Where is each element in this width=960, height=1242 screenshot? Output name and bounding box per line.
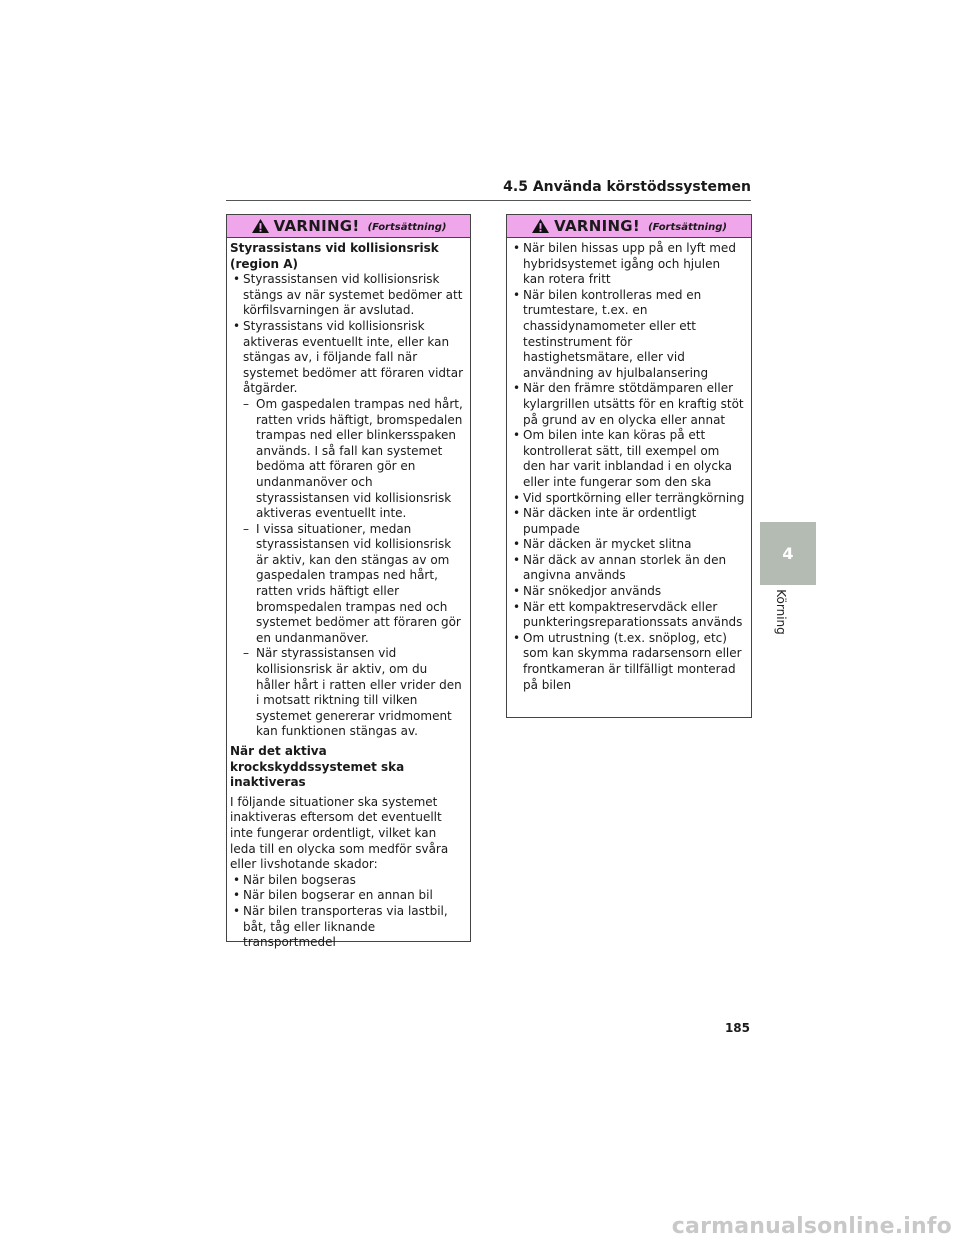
list-item: • När däcken är mycket slitna [510,537,745,553]
section-header: 4.5 Använda körstödssystemen [226,178,751,201]
chapter-label: Körning [774,589,788,635]
list-item: • Vid sportkörning eller terrängkörning [510,491,745,507]
chapter-tab[interactable] [760,522,816,585]
warning-title: VARNING! [554,217,641,235]
warning-box-left [226,214,471,950]
list-item: • Om bilen inte kan köras på ett kontrollerat sätt, till exempel om den har varit inblandad i en olycka eller inte fungerar som den ska [510,428,745,490]
section-heading: När det aktiva krockskyddssystemet ska inaktiveras [230,744,405,790]
list-item: • När bilen bogserar en annan bil [230,888,464,904]
list-item: • Styrassistansen vid kollisionsrisk stängs av när systemet bedömer att körfilsvarningen är avslutad. [230,272,464,319]
list-item: • När däcken inte är ordentligt pumpade [510,506,745,537]
warning-subtitle: (Fortsättning) [367,222,447,233]
list-item: • När bilen kontrolleras med en trumtestare, t.ex. en chassidynamometer eller ett testinstrument för hastighetsmätare, eller vid användning av hjulbalansering [510,288,745,382]
list-item: • När bilen hissas upp på en lyft med hybridsystemet igång och hjulen kan rotera fritt [510,241,745,288]
warning-box-right [506,214,752,718]
list-item: • När ett kompaktreservdäck eller punkteringsreparationssats används [510,600,745,631]
warning-content-left [227,238,470,951]
sub-list-item: – I vissa situationer, medan styrassistansen vid kollisionsrisk är aktiv, kan den stängas av om gaspedalen trampas ned hårt, ratten vrids häftigt eller bromspedalen trampas ned och systemet bedömer att föraren gör en undanmanöver. [230,522,464,647]
list-item: • När bilen bogseras [230,873,464,889]
list-item: • Styrassistans vid kollisionsrisk aktiveras eventuellt inte, eller kan stängas av, i följande fall när systemet bedömer att föraren vidtar åtgärder. [230,319,464,397]
list-item: • När den främre stötdämparen eller kylargrillen utsätts för en kraftig stöt på grund av en olycka eller annat [510,381,745,428]
list-item: • Om utrustning (t.ex. snöplog, etc) som kan skymma radarsensorn eller frontkameran är tillfälligt monterad på bilen [510,631,745,693]
chapter-number: 4 [782,544,794,563]
warning-triangle-icon [251,218,270,234]
warning-title: VARNING! [273,217,360,235]
warning-triangle-icon [531,218,550,234]
warning-content-right [507,238,751,693]
sub-list-item: – När styrassistansen vid kollisionsrisk är aktiv, om du håller hårt i ratten eller vrider den i motsatt riktning till vilken systemet genererar vridmoment kan funktionen stängas av. [230,646,464,740]
page-number: 185 [724,1021,750,1035]
sub-list-item: – Om gaspedalen trampas ned hårt, ratten vrids häftigt, bromspedalen trampas ned eller blinkersspaken används. I så fall kan systemet bedöma att föraren gör en undanmanöver och styrassistansen vid kollisionsrisk aktiveras eventuellt inte. [230,397,464,522]
warning-header [227,215,470,238]
watermark: carmanualsonline.info [671,1214,952,1239]
list-item: • När däck av annan storlek än den angivna används [510,553,745,584]
warning-header [507,215,751,238]
warning-subtitle: (Fortsättning) [648,222,727,233]
paragraph: I följande situationer ska systemet inaktiveras eftersom det eventuellt inte fungerar ordentligt, vilket kan leda till en olycka som medför svåra eller livshotande skador: [230,794,449,872]
section-heading: Styrassistans vid kollisionsrisk (region A) [230,241,439,271]
list-item: • När bilen transporteras via lastbil, båt, tåg eller liknande transportmedel [230,904,464,951]
list-item: • När snökedjor används [510,584,745,600]
